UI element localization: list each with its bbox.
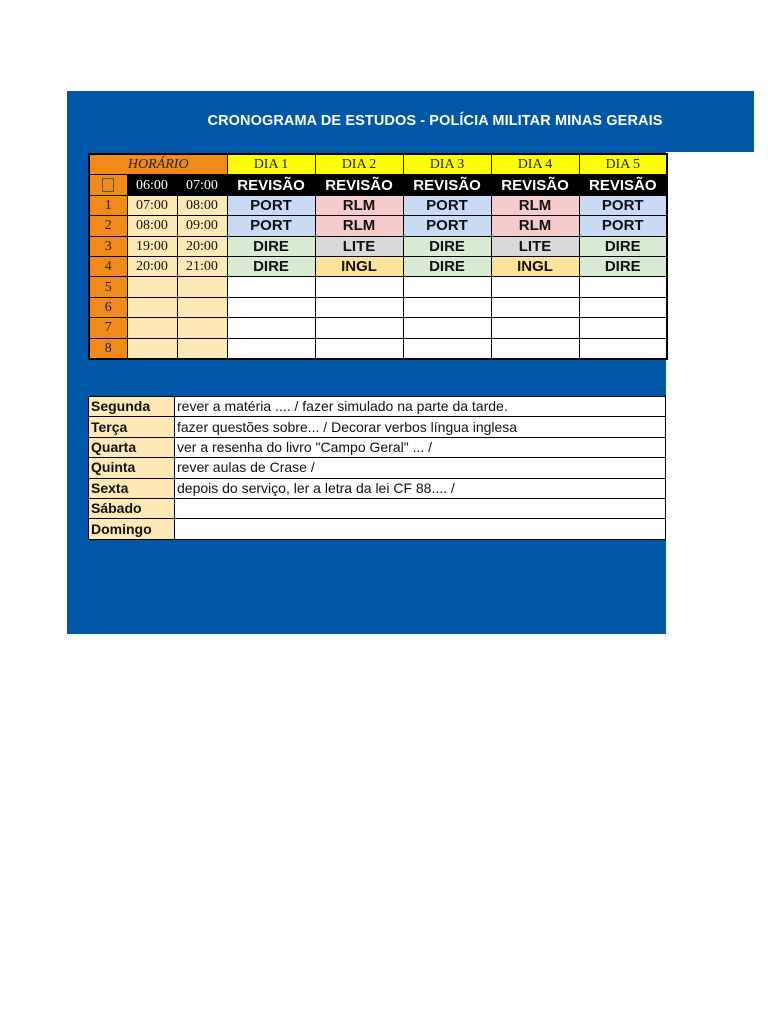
start-time-cell[interactable]: 06:00 xyxy=(127,175,177,195)
weekday-note[interactable]: fazer questões sobre... / Decorar verbos língua inglesa xyxy=(175,417,666,437)
start-time-cell[interactable] xyxy=(127,318,177,338)
subject-cell-day-5[interactable] xyxy=(579,318,667,338)
start-time-cell[interactable]: 07:00 xyxy=(127,195,177,215)
subject-cell-day-5[interactable]: PORT xyxy=(579,195,667,215)
subject-cell-day-3[interactable]: DIRE xyxy=(403,256,491,276)
weekday-row xyxy=(89,417,666,437)
subject-cell-day-5[interactable] xyxy=(579,297,667,317)
end-time-cell[interactable]: 20:00 xyxy=(177,236,227,256)
subject-cell-day-5[interactable]: DIRE xyxy=(579,256,667,276)
subject-cell-day-1[interactable]: DIRE xyxy=(227,256,315,276)
weekday-row xyxy=(89,498,666,518)
weekday-row xyxy=(89,397,666,417)
subject-cell-day-2[interactable] xyxy=(315,338,403,359)
weekday-row xyxy=(89,437,666,457)
subject-cell-day-3[interactable]: PORT xyxy=(403,195,491,215)
subject-cell-day-3[interactable]: REVISÃO xyxy=(403,175,491,195)
schedule-row xyxy=(89,195,667,215)
schedule-row xyxy=(89,236,667,256)
subject-cell-day-1[interactable]: PORT xyxy=(227,216,315,236)
schedule-row xyxy=(89,297,667,317)
schedule-table xyxy=(88,153,668,360)
weekday-row xyxy=(89,458,666,478)
row-number-cell[interactable]: 5 xyxy=(89,277,127,297)
end-time-cell[interactable]: 21:00 xyxy=(177,256,227,276)
day-header-2[interactable]: DIA 2 xyxy=(315,154,403,175)
day-header-4[interactable]: DIA 4 xyxy=(491,154,579,175)
schedule-row xyxy=(89,256,667,276)
subject-cell-day-3[interactable] xyxy=(403,318,491,338)
weekday-label[interactable]: Quinta xyxy=(89,458,175,478)
subject-cell-day-5[interactable] xyxy=(579,338,667,359)
start-time-cell[interactable]: 20:00 xyxy=(127,256,177,276)
subject-cell-day-4[interactable]: RLM xyxy=(491,195,579,215)
row-number-cell[interactable]: 1 xyxy=(89,195,127,215)
subject-cell-day-3[interactable] xyxy=(403,338,491,359)
subject-cell-day-1[interactable]: PORT xyxy=(227,195,315,215)
page-title: CRONOGRAMA DE ESTUDOS - POLÍCIA MILITAR MINAS GERAIS xyxy=(207,113,663,129)
subject-cell-day-1[interactable]: DIRE xyxy=(227,236,315,256)
start-time-cell[interactable] xyxy=(127,338,177,359)
subject-cell-day-1[interactable] xyxy=(227,338,315,359)
subject-cell-day-5[interactable]: REVISÃO xyxy=(579,175,667,195)
weekday-note[interactable] xyxy=(175,498,666,518)
day-header-5[interactable]: DIA 5 xyxy=(579,154,667,175)
row-number-cell[interactable]: 2 xyxy=(89,216,127,236)
subject-cell-day-2[interactable]: RLM xyxy=(315,216,403,236)
schedule-header-row xyxy=(89,154,667,175)
row-number-cell[interactable]: 8 xyxy=(89,338,127,359)
subject-cell-day-5[interactable] xyxy=(579,277,667,297)
end-time-cell[interactable] xyxy=(177,277,227,297)
weekly-notes-table xyxy=(88,396,666,540)
schedule-row xyxy=(89,216,667,236)
schedule-row xyxy=(89,318,667,338)
day-header-1[interactable]: DIA 1 xyxy=(227,154,315,175)
weekday-label[interactable]: Sexta xyxy=(89,478,175,498)
end-time-cell[interactable]: 09:00 xyxy=(177,216,227,236)
start-time-cell[interactable] xyxy=(127,277,177,297)
start-time-cell[interactable]: 08:00 xyxy=(127,216,177,236)
weekday-note[interactable]: ver a resenha do livro "Campo Geral" ... / xyxy=(175,437,666,457)
end-time-cell[interactable] xyxy=(177,318,227,338)
row-number-cell[interactable]: 6 xyxy=(89,297,127,317)
weekday-label[interactable]: Sábado xyxy=(89,498,175,518)
subject-cell-day-2[interactable] xyxy=(315,297,403,317)
schedule-row xyxy=(89,338,667,359)
day-header-3[interactable]: DIA 3 xyxy=(403,154,491,175)
subject-cell-day-1[interactable] xyxy=(227,277,315,297)
weekday-note[interactable]: rever aulas de Crase / xyxy=(175,458,666,478)
end-time-cell[interactable] xyxy=(177,297,227,317)
subject-cell-day-1[interactable]: REVISÃO xyxy=(227,175,315,195)
weekday-label[interactable]: Domingo xyxy=(89,519,175,539)
subject-cell-day-2[interactable]: INGL xyxy=(315,256,403,276)
subject-cell-day-2[interactable]: RLM xyxy=(315,195,403,215)
row-number-cell[interactable] xyxy=(89,175,127,195)
subject-cell-day-3[interactable]: PORT xyxy=(403,216,491,236)
weekday-note[interactable] xyxy=(175,519,666,539)
subject-cell-day-3[interactable] xyxy=(403,297,491,317)
weekday-row xyxy=(89,478,666,498)
subject-cell-day-2[interactable]: LITE xyxy=(315,236,403,256)
subject-cell-day-1[interactable] xyxy=(227,318,315,338)
subject-cell-day-3[interactable]: DIRE xyxy=(403,236,491,256)
weekday-label[interactable]: Quarta xyxy=(89,437,175,457)
subject-cell-day-3[interactable] xyxy=(403,277,491,297)
subject-cell-day-1[interactable] xyxy=(227,297,315,317)
subject-cell-day-4[interactable] xyxy=(491,277,579,297)
subject-cell-day-2[interactable] xyxy=(315,318,403,338)
subject-cell-day-2[interactable] xyxy=(315,277,403,297)
end-time-cell[interactable]: 07:00 xyxy=(177,175,227,195)
subject-cell-day-4[interactable] xyxy=(491,338,579,359)
subject-cell-day-4[interactable]: INGL xyxy=(491,256,579,276)
subject-cell-day-4[interactable]: LITE xyxy=(491,236,579,256)
end-time-cell[interactable]: 08:00 xyxy=(177,195,227,215)
weekday-note[interactable]: depois do serviço, ler a letra da lei CF 88.... / xyxy=(175,478,666,498)
start-time-cell[interactable]: 19:00 xyxy=(127,236,177,256)
schedule-row xyxy=(89,175,667,195)
row-number-cell[interactable]: 4 xyxy=(89,256,127,276)
subject-cell-day-4[interactable] xyxy=(491,297,579,317)
horario-header[interactable]: HORÁRIO xyxy=(89,154,227,175)
start-time-cell[interactable] xyxy=(127,297,177,317)
schedule-row xyxy=(89,277,667,297)
subject-cell-day-4[interactable] xyxy=(491,318,579,338)
row-number-cell[interactable]: 7 xyxy=(89,318,127,338)
weekday-label[interactable]: Segunda xyxy=(89,397,175,417)
subject-cell-day-5[interactable]: PORT xyxy=(579,216,667,236)
checkbox-icon xyxy=(102,178,114,192)
subject-cell-day-2[interactable]: REVISÃO xyxy=(315,175,403,195)
weekday-row xyxy=(89,519,666,539)
row-number-cell[interactable]: 3 xyxy=(89,236,127,256)
weekday-note[interactable]: rever a matéria .... / fazer simulado na parte da tarde. xyxy=(175,397,666,417)
subject-cell-day-4[interactable]: RLM xyxy=(491,216,579,236)
end-time-cell[interactable] xyxy=(177,338,227,359)
subject-cell-day-4[interactable]: REVISÃO xyxy=(491,175,579,195)
weekday-label[interactable]: Terça xyxy=(89,417,175,437)
subject-cell-day-5[interactable]: DIRE xyxy=(579,236,667,256)
